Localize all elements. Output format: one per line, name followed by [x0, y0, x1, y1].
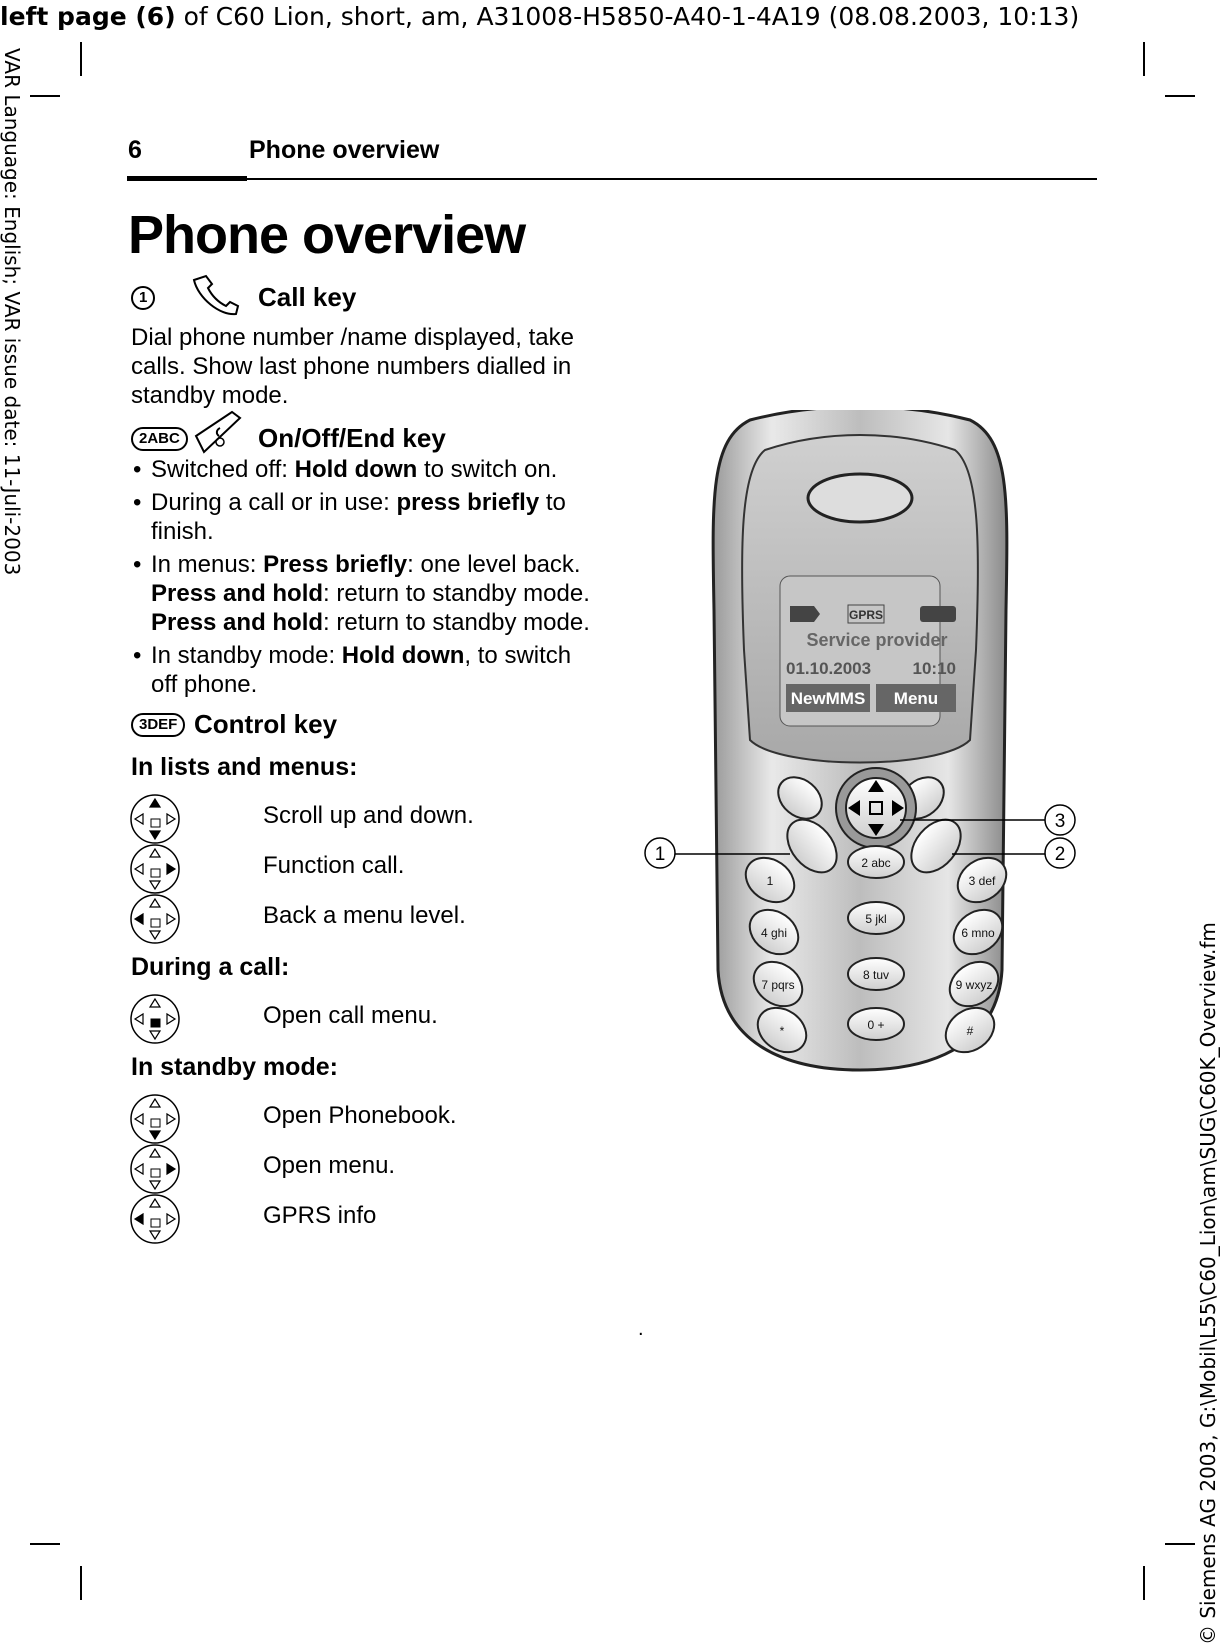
crop-mark [30, 95, 60, 97]
control-key-icon [129, 843, 181, 895]
callout-3: 3 [1054, 811, 1066, 832]
bullet-text: : return to standby mode. [323, 609, 590, 636]
control-key-icon [129, 1093, 181, 1145]
bullet-item [131, 641, 591, 699]
section-heading: In standby mode: [131, 1053, 338, 1081]
page-number: 6 [128, 136, 142, 164]
row-text: Open menu. [263, 1152, 396, 1179]
section-heading: In lists and menus: [131, 753, 358, 781]
callout-2: 2 [1054, 844, 1066, 865]
control-key-icon [129, 893, 181, 945]
crop-mark [1165, 1543, 1195, 1545]
call-key-description: Dial phone number /name displayed, take calls. Show last phone numbers dialled in standby mode. [131, 324, 574, 409]
header-rule-accent [127, 176, 247, 181]
var-language-note: VAR Language: English; VAR issue date: 11-Juli-2003 [0, 48, 24, 576]
keypad-key-label: 0 + [867, 1018, 885, 1032]
call-key-icon [190, 274, 246, 316]
end-key-title: On/Off/End key [258, 423, 446, 453]
earpiece [808, 474, 912, 522]
row-text: Function call. [263, 852, 405, 879]
control-key-icon [129, 793, 181, 845]
control-key-title: Control key [194, 709, 338, 739]
print-header-bold: left page (6) [0, 2, 176, 31]
bullet-emphasis: Hold down [294, 456, 418, 483]
side-left-margin [0, 48, 28, 648]
softkey-left-label: NewMMS [790, 689, 866, 708]
row-text: Open call menu. [263, 1002, 438, 1029]
row-text: Scroll up and down. [263, 802, 474, 829]
row-text: GPRS info [263, 1202, 377, 1229]
keypad-key-label: 1 [766, 874, 774, 888]
header-rule [127, 178, 1097, 180]
keypad-key-label: 7 pqrs [761, 978, 795, 992]
copyright-path-note: © Siemens AG 2003, G:\Mobil\L55\C60_Lion\am\SUG\C60K_Overview.fm [1196, 922, 1220, 1645]
display-date: 01.10.2003 [786, 659, 872, 678]
call-key-title: Call key [258, 282, 357, 312]
bullet-emphasis: Press and hold [151, 580, 324, 607]
gprs-label: GPRS [848, 608, 884, 622]
key-2-cap [131, 427, 188, 451]
crop-mark [80, 1566, 82, 1600]
crop-mark [30, 1543, 60, 1545]
key-3-cap [131, 713, 185, 737]
control-key-icon [129, 993, 181, 1045]
bullet-text: : one level back. [407, 551, 581, 578]
service-provider-label: Service provider [806, 630, 948, 650]
crop-mark [1143, 1566, 1145, 1600]
section-heading: During a call: [131, 953, 290, 981]
battery-icon [920, 606, 956, 622]
control-key-icon [129, 1143, 181, 1195]
crop-mark [80, 42, 82, 76]
display-time: 10:10 [912, 659, 956, 678]
crop-mark [1165, 95, 1195, 97]
keycap: 1 [131, 286, 155, 310]
keypad-key-label: 9 wxyz [955, 978, 993, 992]
row-text: Back a menu level. [263, 902, 466, 929]
keypad-key-label: 2 abc [861, 856, 891, 870]
bullet-text: In standby mode: [151, 642, 342, 669]
keycap: 3DEF [131, 713, 185, 737]
keypad-key-label: 6 mno [961, 926, 995, 940]
print-header [0, 2, 1079, 31]
running-title: Phone overview [249, 136, 440, 164]
phone-illustration [640, 410, 1080, 1080]
bullet-emphasis: Hold down [341, 642, 465, 669]
softkey-right-label: Menu [893, 689, 939, 708]
bullet-item [131, 550, 591, 637]
end-key-icon [192, 410, 244, 456]
bullet-text: : return to standby mode. [323, 580, 590, 607]
bullet-text: to finish. [151, 489, 566, 545]
keypad-key-label: * [779, 1024, 785, 1038]
bullet-item [131, 455, 591, 484]
bullet-text: Switched off: [151, 456, 295, 483]
callout-1: 1 [654, 844, 666, 865]
bullet-emphasis: Press briefly [263, 551, 408, 578]
keycap: 2ABC [131, 427, 188, 451]
row-text: Open Phonebook. [263, 1102, 457, 1129]
keypad-key-label: # [966, 1024, 974, 1038]
control-key-icon [129, 1193, 181, 1245]
bullet-text: , to switch off phone. [151, 642, 572, 698]
bullet-text: During a call or in use: [151, 489, 397, 516]
keypad-key-label: 5 jkl [865, 912, 887, 926]
footer-dot: . [638, 1318, 644, 1340]
bullet-text: to switch on. [417, 456, 558, 483]
end-key-bullet-list [131, 455, 601, 699]
keypad-key-label: 4 ghi [760, 926, 788, 940]
print-header-rest: of C60 Lion, short, am, A31008-H5850-A40-1-4A19 (08.08.2003, 10:13) [175, 2, 1080, 31]
keypad-key-label: 8 tuv [862, 968, 890, 982]
side-right-margin [1196, 860, 1224, 1645]
bullet-text: In menus: [151, 551, 264, 578]
bullet-emphasis: Press and hold [151, 609, 324, 636]
page-title: Phone overview [128, 205, 526, 265]
keypad-key-label: 3 def [968, 874, 996, 888]
bullet-emphasis: press briefly [396, 489, 540, 516]
key-1-cap [131, 286, 155, 310]
crop-mark [1143, 42, 1145, 76]
bullet-item [131, 488, 591, 546]
signal-icon [790, 606, 820, 622]
